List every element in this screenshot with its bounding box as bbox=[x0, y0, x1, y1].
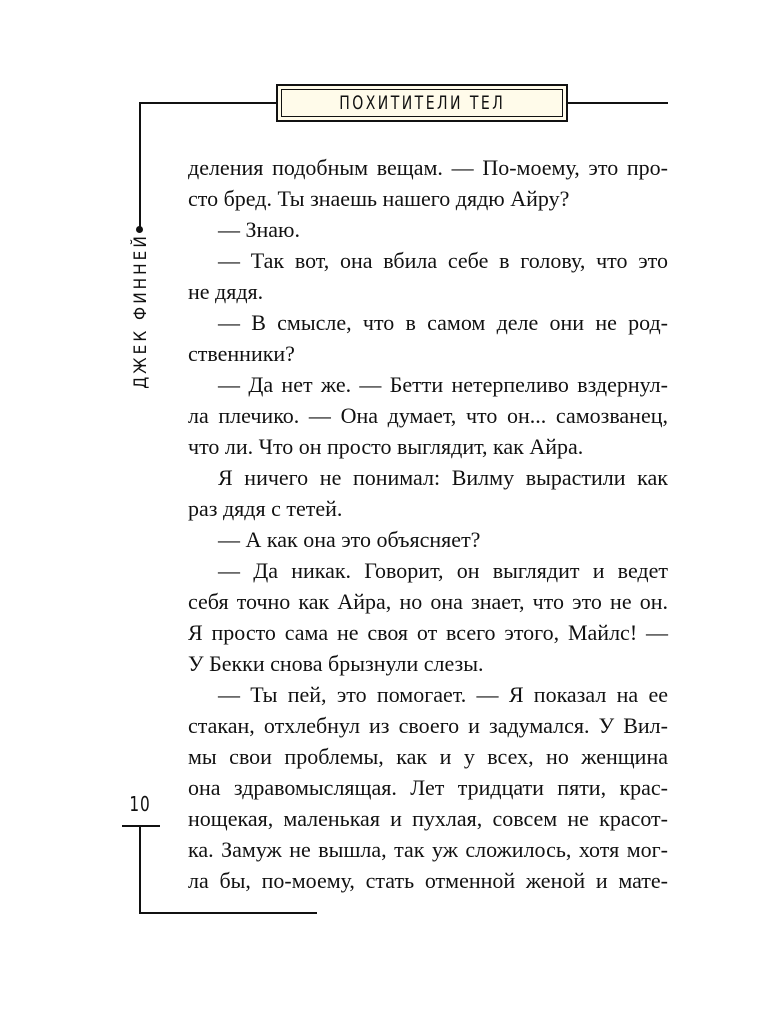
bottom-vertical-rule bbox=[139, 825, 141, 914]
text-line: мы свои проблемы, как и у всех, но женщина bbox=[188, 744, 668, 769]
text-line: — Знаю. bbox=[218, 217, 300, 242]
page-number-rule bbox=[122, 825, 160, 827]
text-line: Я просто сама не своя от всего этого, Майлс! — bbox=[188, 620, 668, 645]
text-line: ка. Замуж не вышла, так уж сложилось, хотя мог- bbox=[188, 837, 668, 862]
book-title: ПОХИТИТЕЛИ ТЕЛ bbox=[339, 92, 505, 114]
left-vertical-rule bbox=[139, 102, 141, 230]
text-line: — Ты пей, это помогает. — Я показал на ее bbox=[218, 682, 668, 707]
text-line: стакан, отхлебнул из своего и задумался. У Вил- bbox=[188, 713, 668, 738]
page-number: 10 bbox=[129, 792, 151, 816]
text-line: ственники? bbox=[188, 341, 295, 366]
bottom-rule bbox=[139, 912, 317, 914]
text-line: — Так вот, она вбила себе в голову, что это bbox=[218, 248, 668, 273]
text-line: деления подобным вещам. — По-моему, это про- bbox=[188, 155, 668, 180]
text-line: — А как она это объясняет? bbox=[218, 527, 481, 552]
book-title-box bbox=[276, 84, 568, 122]
top-left-rule bbox=[139, 102, 276, 104]
top-right-rule bbox=[568, 102, 668, 104]
text-line: ла бы, по-моему, стать отменной женой и мате- bbox=[188, 868, 668, 893]
text-line: Я ничего не понимал: Вилму вырастили как bbox=[218, 465, 668, 490]
text-line: что ли. Что он просто выглядит, как Айра. bbox=[188, 434, 584, 459]
text-line: она здравомыслящая. Лет тридцати пяти, крас- bbox=[188, 775, 668, 800]
body-text bbox=[188, 152, 668, 896]
text-line: У Бекки снова брызнули слезы. bbox=[188, 651, 484, 676]
text-line: — В смысле, что в самом деле они не род- bbox=[218, 310, 668, 335]
author-label-wrap bbox=[130, 233, 152, 389]
text-line: раз дядя с тетей. bbox=[188, 496, 343, 521]
text-line: себя точно как Айра, но она знает, что это не он. bbox=[188, 589, 668, 614]
text-line: сто бред. Ты знаешь нашего дядю Айру? bbox=[188, 186, 570, 211]
text-line: ла плечико. — Она думает, что он... самозванец, bbox=[188, 403, 668, 428]
text-line: — Да никак. Говорит, он выглядит и ведет bbox=[218, 558, 668, 583]
author-name: ДЖЕК ФИННЕЙ bbox=[131, 233, 151, 389]
text-line: — Да нет же. — Бетти нетерпеливо вздернул- bbox=[218, 372, 668, 397]
text-line: не дядя. bbox=[188, 279, 264, 304]
text-line: нощекая, маленькая и пухлая, совсем не красот- bbox=[188, 806, 668, 831]
